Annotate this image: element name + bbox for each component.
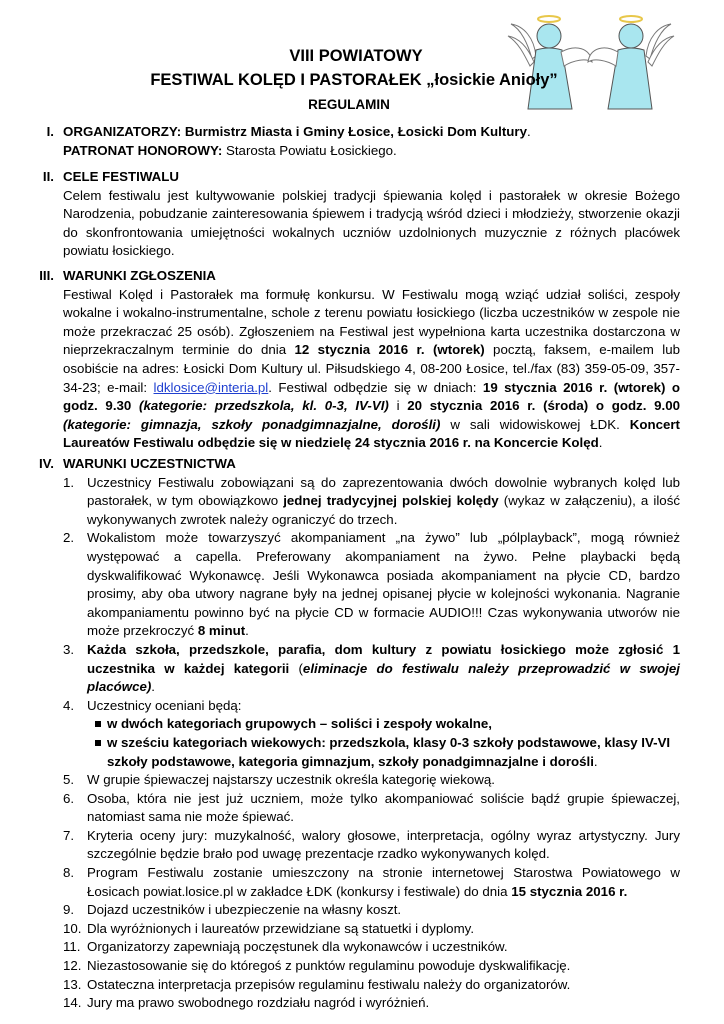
list-item: 12. Niezastosowanie się do któregoś z punktów regulaminu powoduje dyskwalifikację. [63, 958, 571, 974]
criteria-sublist [87, 715, 680, 771]
title-regulamin: REGULAMIN [308, 97, 390, 112]
list-item: 8. Program Festiwalu zostanie umieszczony na stronie internetowej Starostwa Powiatowego w Łosicach powiat.losice.pl w zakładce ŁDK (konkursy i festiwale) do dnia 15 stycznia 2016 r. [63, 865, 680, 899]
list-item: 7. Kryteria oceny jury: muzykalność, walory głosowe, interpretacja, ogólny wyraz artystyczny. Jury szczególnie będzie brało pod uwagę prezentacje rzadko wykonywanych kolęd. [63, 827, 680, 862]
list-item: 1. Uczestnicy Festiwalu zobowiązani są do zaprezentowania dwóch dowolnie wybranych kolęd lub pastorałek, w tym obowiązkowo jednej tradycyjnej polskiej kolędy (wykaz w załączeniu), a ilość wykonywanych zwrotek należy ograniczyć do trzech. [63, 474, 680, 527]
section-number: III. [39, 268, 54, 283]
list-item: 4. Uczestnicy oceniani będą: w dwóch kategoriach grupowych – soliści i zespoły wokalne, w sześciu kategoriach wiekowych: przedszkola, klasy 0-3 szkoły podstawowe, klasy IV-VI szkoły podstawowe, kategoria gimnazjum, szkoły ponadgimnazjalne i dorośli. [63, 697, 680, 771]
section-goals [24, 168, 680, 261]
list-item: 14. Jury ma prawo swobodnego rozdziału nagród i wyróżnień. [63, 995, 430, 1011]
section-text: Celem festiwalu jest kultywowanie polskiej tradycji śpiewania kolęd i pastorałek w okresie Bożego Narodzenia, pobudzanie zainteresowania śpiewem i tradycją wśród dzieci i młodzieży, stworzenie okazji do skonfrontowania umiejętności wokalnych uczniów uzdolnionych muzycznie z różnych placówek powiatu łosickiego. [63, 187, 680, 259]
list-item: 9. Dojazd uczestników i ubezpieczenie na własny koszt. [63, 902, 402, 918]
list-item: 10. Dla wyróżnionych i laureatów przewidziane są statuetki i dyplomy. [63, 920, 475, 936]
list-item: 5. W grupie śpiewaczej najstarszy uczestnik określa kategorię wiekową. [63, 772, 495, 788]
section-heading: WARUNKI UCZESTNICTWA [63, 456, 236, 471]
email-link[interactable]: ldklosice@interia.pl [153, 379, 269, 395]
sublist-item: w dwóch kategoriach grupowych – soliści i zespoły wokalne, [95, 715, 680, 734]
section-participation [24, 455, 680, 1013]
patronage-line: PATRONAT HONOROWY: Starosta Powiatu Łosickiego. [63, 142, 397, 158]
list-item: 2. Wokalistom może towarzyszyć akompaniament „na żywo” lub „pólplayback”, mogą również występować a capella. Preferowany akompaniament na żywo. Pełne playbacki będą dyskwalifikować Wykonawcę. Jeśli Wykonawca posiada akompaniament na płycie CD, bardzo prosimy, aby oba utwory nagrane były na jednej opisanej płycie w kolejności wykonania. Nagranie akompaniamentu powinno być na płycie CD w formacie AUDIO!!! Czas wykonywania utworów nie może przekroczyć 8 minut. [63, 530, 680, 639]
section-heading: CELE FESTIWALU [63, 169, 179, 184]
list-item: 11. Organizatorzy zapewniają poczęstunek dla wykonawców i uczestników. [63, 939, 508, 955]
section-number: II. [42, 169, 54, 184]
sublist-item: w sześciu kategoriach wiekowych: przedszkola, klasy 0-3 szkoły podstawowe, klasy IV-VI szkoły podstawowe, kategoria gimnazjum, szkoły ponadgimnazjalne i dorośli. [95, 734, 680, 771]
list-item: 13. Ostateczna interpretacja przepisów regulaminu festiwalu należy do organizatorów. [63, 976, 571, 992]
section-number: I. [46, 124, 54, 139]
rules-list [63, 474, 680, 1013]
title-line-1: VIII POWIATOWY [289, 47, 423, 65]
list-item: 6. Osoba, która nie jest już uczniem, może tylko akompaniować soliście bądź grupie śpiewaczej, natomiast sama nie może śpiewać. [63, 790, 680, 825]
list-item: 3. Każda szkoła, przedszkole, parafia, dom kultury z powiatu łosickiego może zgłosić 1 uczestnika w każdej kategorii (eliminacje do festiwalu należy przeprowadzić w swojej placówce). [63, 641, 680, 695]
section-heading: WARUNKI ZGŁOSZENIA [63, 268, 216, 283]
section-text: Festiwal Kolęd i Pastorałek ma formułę konkursu. W Festiwalu mogą wziąć udział soliści, zespoły wokalne i wokalno-instrumentalne, schole z terenu powiatu łosickiego (liczba uczestników w zespole nie może przekraczać 25 osób). Zgłoszeniem na Festiwal jest wypełniona karta uczestnika dostarczona w nieprzekraczalnym terminie do dnia 12 stycznia 2016 r. (wtorek) pocztą, faksem, e-mailem lub osobiście na adres: Łosicki Dom Kultury ul. Piłsudskiego 4, 08-200 Łosice, tel./fax (83) 359-05-09, 357-34-23; e-mail: ldklosice@interia.pl. Festiwal odbędzie się w dniach: 19 stycznia 2016 r. (wtorek) o godz. 9.30 (kategorie: przedszkola, kl. 0-3, IV-VI) i 20 stycznia 2016 r. (środa) o godz. 9.00 (kategorie: gimnazja, szkoły ponadgimnazjalne, dorośli) w sali widowiskowej ŁDK. Koncert Laureatów Festiwalu odbędzie się w niedzielę 24 stycznia 2016 r. na Koncercie Kolęd. [63, 286, 681, 451]
section-application [24, 267, 680, 453]
section-number: IV. [38, 456, 54, 471]
title-line-2: FESTIWAL KOLĘD I PASTORAŁEK „łosickie Anioły” [150, 71, 558, 89]
section-organizers [24, 123, 680, 160]
organizers-line: ORGANIZATORZY: Burmistrz Miasta i Gminy Łosice, Łosicki Dom Kultury. [63, 124, 531, 139]
